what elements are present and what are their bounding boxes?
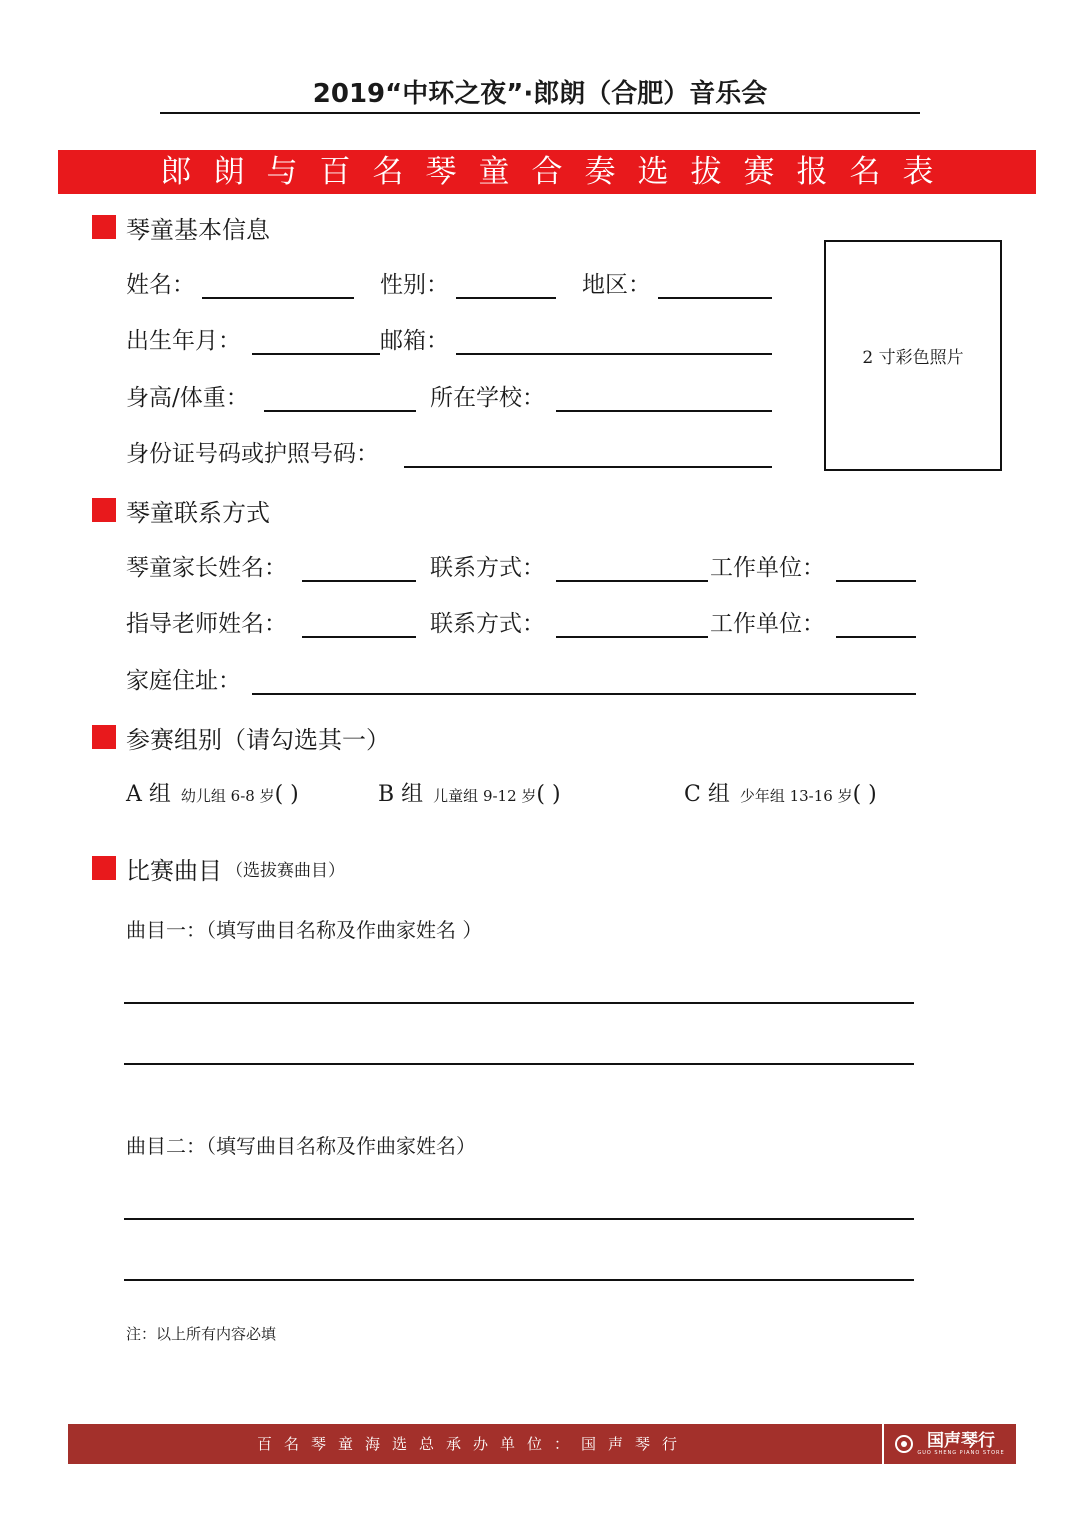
group-name: C 组 [684, 782, 730, 807]
piece-two-line-2[interactable] [124, 1279, 914, 1281]
group-option-b[interactable] [378, 778, 561, 813]
id-label: 身份证号码或护照号码： [126, 441, 379, 467]
group-name: B 组 [378, 782, 424, 807]
row-teacher [126, 607, 926, 641]
birth-label: 出生年月： [126, 328, 241, 354]
teacher-work-field[interactable] [836, 636, 916, 638]
red-square-bullet [92, 215, 116, 239]
row-birth-email [126, 324, 786, 358]
page-title: 2019“中环之夜”·郎朗（合肥）音乐会 [312, 79, 768, 109]
gender-label: 性别： [380, 272, 449, 298]
section-basic-info [92, 210, 270, 244]
piece-two-label: 曲目二：（填写曲目名称及作曲家姓名） [126, 1134, 476, 1158]
store-logo [882, 1424, 1016, 1464]
row-parent [126, 551, 926, 585]
logo-subtitle: GUO SHENG PIANO STORE [917, 1449, 1005, 1456]
address-label: 家庭住址： [126, 668, 241, 694]
row-height-school [126, 381, 786, 415]
name-label: 姓名： [126, 272, 195, 298]
title-underline [160, 112, 920, 114]
region-label: 地区： [582, 272, 651, 298]
teacher-name-field[interactable] [302, 636, 416, 638]
form-banner: 郎朗与百名琴童合奏选拔赛报名表 [58, 150, 1036, 194]
group-desc: 儿童组 9-12 岁 [433, 787, 537, 805]
name-field[interactable] [202, 297, 354, 299]
section-heading-note: （选拔赛曲目） [226, 860, 345, 881]
section-heading: 琴童联系方式 [126, 498, 270, 527]
piece-one-label: 曲目一：（填写曲目名称及作曲家姓名 ） [126, 918, 483, 942]
school-field[interactable] [556, 410, 772, 412]
row-name-gender-region [126, 268, 786, 302]
teacher-contact-field[interactable] [556, 636, 708, 638]
piece-one-line-1[interactable] [124, 1002, 914, 1004]
parent-contact-label: 联系方式： [430, 555, 545, 581]
photo-label: 2 寸彩色照片 [862, 348, 964, 368]
row-address [126, 664, 926, 698]
piece-two-line-1[interactable] [124, 1218, 914, 1220]
teacher-work-label: 工作单位： [710, 611, 825, 637]
red-square-bullet [92, 856, 116, 880]
group-options [126, 778, 926, 812]
organizer-text: 百名琴童海选总承办单位：国声琴行 [256, 1435, 689, 1453]
height-weight-label: 身高/体重： [126, 385, 249, 411]
region-field[interactable] [658, 297, 772, 299]
teacher-name-label: 指导老师姓名： [126, 611, 287, 637]
footer-bar [68, 1424, 1016, 1464]
parent-work-field[interactable] [836, 580, 916, 582]
section-contact [92, 493, 270, 527]
group-desc: 幼儿组 6-8 岁 [180, 787, 275, 805]
gender-field[interactable] [456, 297, 556, 299]
logo-emblem-icon [895, 1435, 913, 1453]
group-desc: 少年组 13-16 岁 [739, 787, 853, 805]
address-field[interactable] [252, 693, 916, 695]
section-heading: 琴童基本信息 [126, 215, 270, 244]
piece-one-line-2[interactable] [124, 1063, 914, 1065]
parent-name-label: 琴童家长姓名： [126, 555, 287, 581]
section-heading: 参赛组别（请勾选其一） [126, 725, 390, 754]
section-heading: 比赛曲目 [126, 856, 222, 885]
logo-name: 国声琴行 [926, 1430, 995, 1451]
id-field[interactable] [404, 466, 772, 468]
group-checkbox[interactable]: ( ) [536, 782, 561, 807]
email-label: 邮箱： [380, 328, 449, 354]
parent-name-field[interactable] [302, 580, 416, 582]
red-square-bullet [92, 725, 116, 749]
group-checkbox[interactable]: ( ) [274, 782, 299, 807]
group-option-a[interactable] [126, 778, 299, 813]
school-label: 所在学校： [430, 385, 545, 411]
group-option-c[interactable] [684, 778, 877, 813]
group-name: A 组 [126, 782, 171, 807]
parent-contact-field[interactable] [556, 580, 708, 582]
birth-field[interactable] [252, 353, 380, 355]
photo-box[interactable] [824, 240, 1002, 471]
height-weight-field[interactable] [264, 410, 416, 412]
section-pieces [92, 851, 345, 885]
teacher-contact-label: 联系方式： [430, 611, 545, 637]
email-field[interactable] [456, 353, 772, 355]
parent-work-label: 工作单位： [710, 555, 825, 581]
group-checkbox[interactable]: ( ) [852, 782, 877, 807]
footnote: 注：以上所有内容必填 [126, 1325, 277, 1343]
row-id-number [126, 437, 786, 471]
section-groups [92, 720, 390, 754]
red-square-bullet [92, 498, 116, 522]
